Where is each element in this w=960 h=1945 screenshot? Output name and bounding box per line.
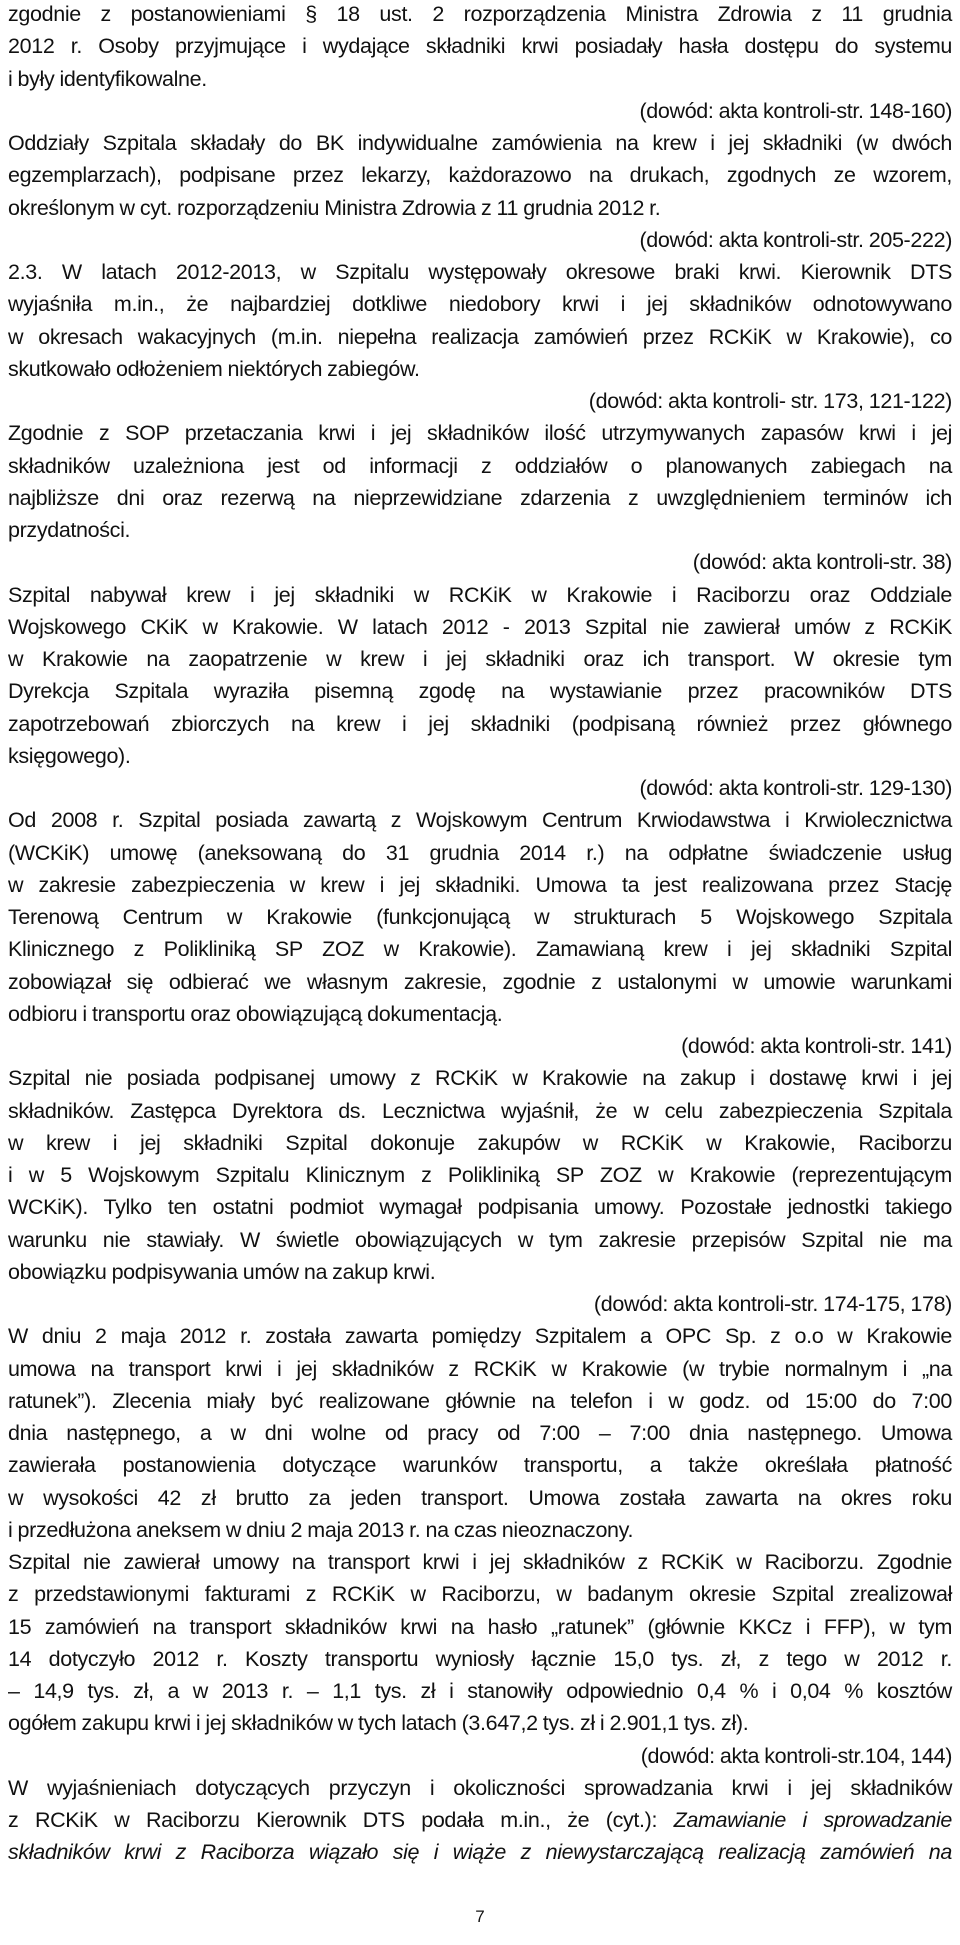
evidence-reference: (dowód: akta kontroli-str. 38)	[692, 550, 952, 575]
evidence-reference: (dowód: akta kontroli-str. 205-222)	[639, 227, 952, 252]
text-line: i w 5 Wojskowym Szpitalu Klinicznym z Polikliniką SP ZOZ w Krakowie (reprezentującym	[8, 1163, 952, 1187]
text-line: 2.3. W latach 2012-2013, w Szpitalu występowały okresowe braki krwi. Kierownik DTS	[8, 260, 952, 284]
text-line: określonym w cyt. rozporządzeniu Ministra Zdrowia z 11 grudnia 2012 r.	[8, 195, 661, 220]
text-line: Szpital nie posiada podpisanej umowy z RCKiK w Krakowie na zakup i dostawę krwi i jej	[8, 1066, 952, 1091]
text-line: Klinicznego z Polikliniką SP ZOZ w Krakowie). Zamawianą krew i jej składniki Szpital	[8, 937, 952, 962]
text-line: 2012 r. Osoby przyjmujące i wydające składniki krwi posiadały hasła dostępu do systemu	[8, 34, 952, 59]
text-line: w Krakowie na zaopatrzenie w krew i jej składniki oraz ich transport. W okresie tym	[8, 647, 952, 671]
text-line: składników krwi z Raciborza wiązało się i wiąże z niewystarczającą realizacją zamówień na	[8, 1840, 952, 1865]
page-number: 7	[475, 1907, 485, 1926]
text-line: 14 dotyczyło 2012 r. Koszty transportu wyniosły łącznie 15,0 tys. zł, z tego w 2012 r.	[8, 1646, 952, 1671]
text-line: i były identyfikowalne.	[8, 66, 207, 91]
text-line: przydatności.	[8, 518, 131, 542]
evidence-reference: (dowód: akta kontroli-str. 174-175, 178)	[593, 1292, 952, 1316]
text-line: odbioru i transportu oraz obowiązującą dokumentacją.	[8, 1001, 503, 1026]
text-line: ratunek”). Zlecenia miały być realizowane głównie na telefon i w godz. od 15:00 do 7:00	[8, 1388, 952, 1413]
text-line: w krew i jej składniki Szpital dokonuje zakupów w RCKiK w Krakowie, Raciborzu	[8, 1130, 952, 1155]
text-line: z RCKiK w Raciborzu Kierownik DTS podała m.in., że (cyt.): Zamawianie i sprowadzanie	[8, 1808, 952, 1832]
text-line: Wojskowego CKiK w Krakowie. W latach 2012 - 2013 Szpital nie zawierał umów z RCKiK	[8, 614, 952, 639]
evidence-reference: (dowód: akta kontroli-str.104, 144)	[640, 1743, 952, 1768]
text-line: składników. Zastępca Dyrektora ds. Lecznictwa wyjaśnił, że w celu zabezpieczenia Szpitala	[8, 1098, 952, 1123]
text-line: warunku nie stawiały. W świetle obowiązujących w tym zakresie przepisów Szpital nie ma	[8, 1227, 952, 1252]
text-line: wyjaśniła m.in., że najbardziej dotkliwe niedobory krwi i jej składników odnotowywano	[8, 292, 952, 317]
text-line: składników uzależniona jest od informacji z oddziałów o planowanych zabiegach na	[8, 453, 952, 478]
text-line: obowiązku podpisywania umów na zakup krwi.	[8, 1259, 436, 1284]
text-line: W wyjaśnieniach dotyczących przyczyn i okoliczności sprowadzania krwi i jej składników	[8, 1775, 952, 1800]
text-line: najbliższe dni oraz rezerwą na nieprzewidziane zdarzenia z uwzględnieniem terminów ich	[8, 485, 952, 510]
text-line: dnia następnego, a w dni wolne od pracy od 7:00 – 7:00 dnia następnego. Umowa	[8, 1421, 952, 1445]
text-line: zapotrzebowań zbiorczych na krew i jej składniki (podpisaną również przez głównego	[8, 711, 952, 736]
evidence-reference: (dowód: akta kontroli- str. 173, 121-122)	[588, 389, 952, 413]
text-line: Terenową Centrum w Krakowie (funkcjonującą w strukturach 5 Wojskowego Szpitala	[8, 905, 952, 929]
text-line: WCKiK). Tylko ten ostatni podmiot wymagał podpisania umowy. Pozostałe jednostki takiego	[8, 1195, 952, 1220]
text-line: i przedłużona aneksem w dniu 2 maja 2013 r. na czas nieoznaczony.	[8, 1517, 634, 1542]
text-line: ogółem zakupu krwi i jej składników w tych latach (3.647,2 tys. zł i 2.901,1 tys. zł).	[8, 1711, 749, 1736]
text-line: zgodnie z postanowieniami § 18 ust. 2 rozporządzenia Ministra Zdrowia z 11 grudnia	[8, 2, 952, 26]
text-line: Dyrekcja Szpitala wyraziła pisemną zgodę na wystawianie przez pracowników DTS	[8, 679, 952, 704]
text-line: (WCKiK) umowę (aneksowaną do 31 grudnia 2014 r.) na odpłatne świadczenie usług	[8, 840, 952, 865]
text-line: w zakresie zabezpieczenia w krew i jej składniki. Umowa ta jest realizowana przez Stację	[8, 872, 952, 897]
text-line: Od 2008 r. Szpital posiada zawartą z Wojskowym Centrum Krwiodawstwa i Krwiolecznictwa	[8, 808, 952, 833]
text-line: z przedstawionymi fakturami z RCKiK w Raciborzu, w badanym okresie Szpital zrealizował	[8, 1582, 952, 1607]
text-line: – 14,9 tys. zł, a w 2013 r. – 1,1 tys. zł i stanowiły odpowiednio 0,4 % i 0,04 % kosztów	[8, 1679, 952, 1703]
text-line: Oddziały Szpitala składały do BK indywidualne zamówienia na krew i jej składniki (w dwóch	[8, 131, 952, 155]
text-line: Zgodnie z SOP przetaczania krwi i jej składników ilość utrzymywanych zapasów krwi i jej	[8, 421, 952, 446]
text-line: egzemplarzach), podpisane przez lekarzy, każdorazowo na drukach, zgodnych ze wzorem,	[8, 163, 952, 188]
quoted-italic-text: Zamawianie i sprowadzanie	[673, 1808, 952, 1832]
text-line: księgowego).	[8, 743, 131, 768]
text-line: 15 zamówień na transport składników krwi na hasło „ratunek” (głównie KKCz i FFP), w tym	[8, 1614, 952, 1639]
evidence-reference: (dowód: akta kontroli-str. 148-160)	[639, 98, 952, 123]
text-line: Szpital nabywał krew i jej składniki w RCKiK w Krakowie i Raciborzu oraz Oddziale	[8, 582, 952, 607]
evidence-reference: (dowód: akta kontroli-str. 129-130)	[639, 776, 952, 800]
text-line: w wysokości 42 zł brutto za jeden transport. Umowa została zawarta na okres roku	[8, 1485, 952, 1510]
text-line: Szpital nie zawierał umowy na transport krwi i jej składników z RCKiK w Raciborzu. Zgodnie	[8, 1550, 952, 1574]
text-line: zawierała postanowienia dotyczące warunków transportu, a także określała płatność	[8, 1453, 952, 1478]
text-line: skutkowało odłożeniem niektórych zabiegów.	[8, 356, 420, 381]
evidence-reference: (dowód: akta kontroli-str. 141)	[681, 1034, 952, 1058]
text-line: w okresach wakacyjnych (m.in. niepełna realizacja zamówień przez RCKiK w Krakowie), co	[8, 324, 952, 349]
text-line: W dniu 2 maja 2012 r. została zawarta pomiędzy Szpitalem a OPC Sp. z o.o w Krakowie	[8, 1324, 952, 1349]
text-line: zobowiązał się odbierać we własnym zakresie, zgodnie z ustalonymi w umowie warunkami	[8, 969, 952, 994]
text-line: umowa na transport krwi i jej składników z RCKiK w Krakowie (w trybie normalnym i „na	[8, 1356, 952, 1381]
